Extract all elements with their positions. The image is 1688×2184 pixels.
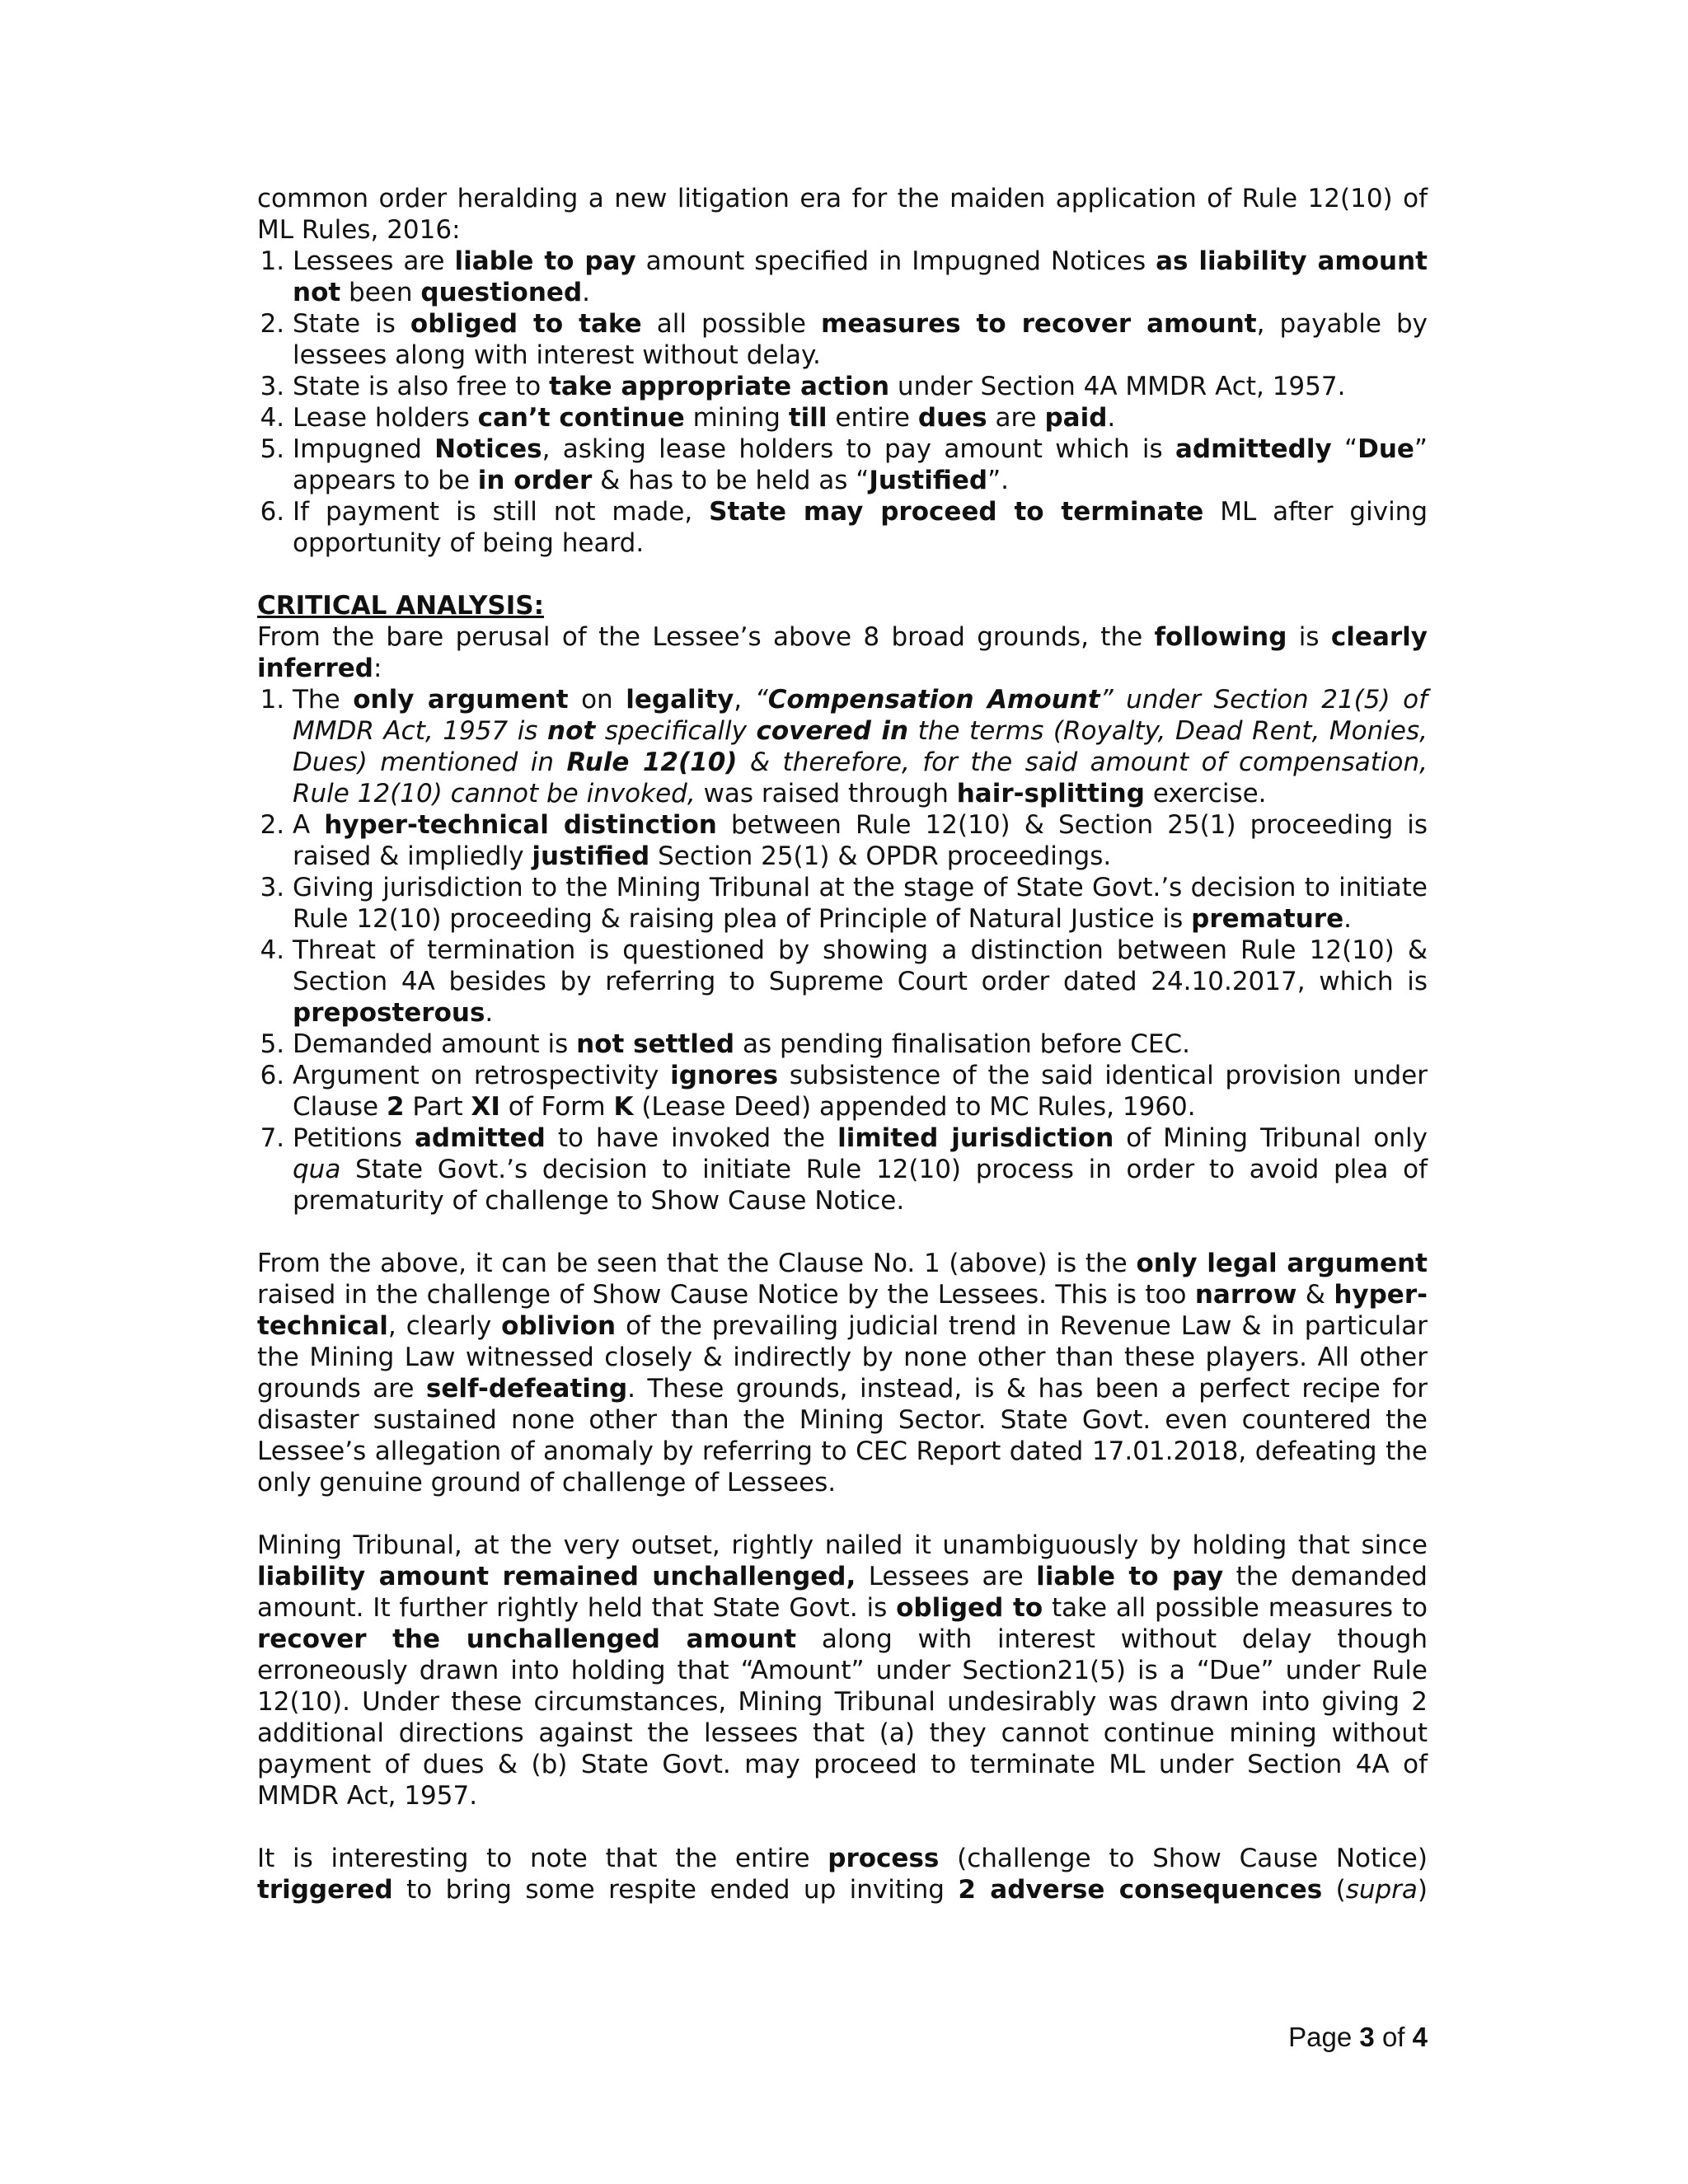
current-page: 3 [1359,2022,1375,2052]
total-pages: 4 [1412,2022,1428,2052]
analysis-point: 6. Argument on retrospectivity ignores subsistence of the said identical provision under Clause 2 Part XI of Form K (Lease Deed) appended to MC Rules, 1960. [293,1060,1428,1122]
analysis-lead: From the bare perusal of the Lessee’s above 8 broad grounds, the following is clearly inferred: [257,622,1428,683]
spacer [257,1498,1428,1530]
order-point: 5. Impugned Notices, asking lease holders to pay amount which is admittedly “Due” appears to be in order & has to be held as “Justified”. [293,434,1428,496]
spacer [257,1811,1428,1843]
body-paragraph: Mining Tribunal, at the very outset, rightly nailed it unambiguously by holding that since liability amount remained unchallenged, Lessees are liable to pay the demanded amount. It further rightly held that State Govt. is obliged to take all possible measures to recover the unchallenged amount along with interest without delay though erroneously drawn into holding that “Amount” under Section21(5) is a “Due” under Rule 12(10). Under these circumstances, Mining Tribunal undesirably was drawn into giving 2 additional directions against the lessees that (a) they cannot continue mining without payment of dues & (b) State Govt. may proceed to terminate ML under Section 4A of MMDR Act, 1957. [257,1530,1428,1811]
order-point: 6. If payment is still not made, State may proceed to terminate ML after giving opportunity of being heard. [293,496,1428,559]
section-heading: CRITICAL ANALYSIS: [257,591,545,621]
page-number [1288,2022,1428,2053]
analysis-points-list [257,684,1428,1216]
order-point: 2. State is obliged to take all possible measures to recover amount, payable by lessees along with interest without delay. [293,308,1428,371]
spacer [257,1216,1428,1248]
page-of-label: of [1374,2022,1413,2052]
order-points-list [257,246,1428,559]
intro-paragraph: common order heralding a new litigation era for the maiden application of Rule 12(10) of ML Rules, 2016: [257,184,1428,245]
analysis-point: 7. Petitions admitted to have invoked the limited jurisdiction of Mining Tribunal only qua State Govt.’s decision to initiate Rule 12(10) process in order to avoid plea of prematurity of challenge to Show Cause Notice. [293,1122,1428,1216]
analysis-point: 4. Threat of termination is questioned by showing a distinction between Rule 12(10) & Section 4A besides by referring to Supreme Court order dated 24.10.2017, which is preposterous. [293,935,1428,1029]
order-point: 4. Lease holders can’t continue mining till entire dues are paid. [293,402,1428,434]
analysis-point: 2. A hyper-technical distinction between Rule 12(10) & Section 25(1) proceeding is raised & impliedly justified Section 25(1) & OPDR proceedings. [293,809,1428,872]
analysis-point: 3. Giving jurisdiction to the Mining Tribunal at the stage of State Govt.’s decision to initiate Rule 12(10) proceeding & raising plea of Principle of Natural Justice is premature. [293,872,1428,935]
analysis-point: 1. The only argument on legality, “Compensation Amount” under Section 21(5) of MMDR Act, 1957 is not specifically covered in the terms (Royalty, Dead Rent, Monies, Dues) mentioned in Rule 12(10) & therefore, for the said amount of compensation, Rule 12(10) cannot be invoked, was raised through hair-splitting exercise. [293,684,1428,809]
analysis-point: 5. Demanded amount is not settled as pending finalisation before CEC. [293,1029,1428,1060]
body-paragraph: From the above, it can be seen that the Clause No. 1 (above) is the only legal argument raised in the challenge of Show Cause Notice by the Lessees. This is too narrow & hyper-technical, clearly oblivion of the prevailing judicial trend in Revenue Law & in particular the Mining Law witnessed closely & indirectly by none other than these players. All other grounds are self-defeating. These grounds, instead, is & has been a perfect recipe for disaster sustained none other than the Mining Sector. State Govt. even countered the Lessee’s allegation of anomaly by referring to CEC Report dated 17.01.2018, defeating the only genuine ground of challenge of Lessees. [257,1249,1428,1497]
page-label: Page [1288,2022,1360,2052]
document-page [257,183,1428,1905]
body-paragraph: It is interesting to note that the entire process (challenge to Show Cause Notice) triggered to bring some respite ended up inviting 2 adverse consequences (supra) [257,1844,1428,1905]
order-point: 1. Lessees are liable to pay amount specified in Impugned Notices as liability amount not been questioned. [293,246,1428,308]
order-point: 3. State is also free to take appropriate action under Section 4A MMDR Act, 1957. [293,371,1428,402]
